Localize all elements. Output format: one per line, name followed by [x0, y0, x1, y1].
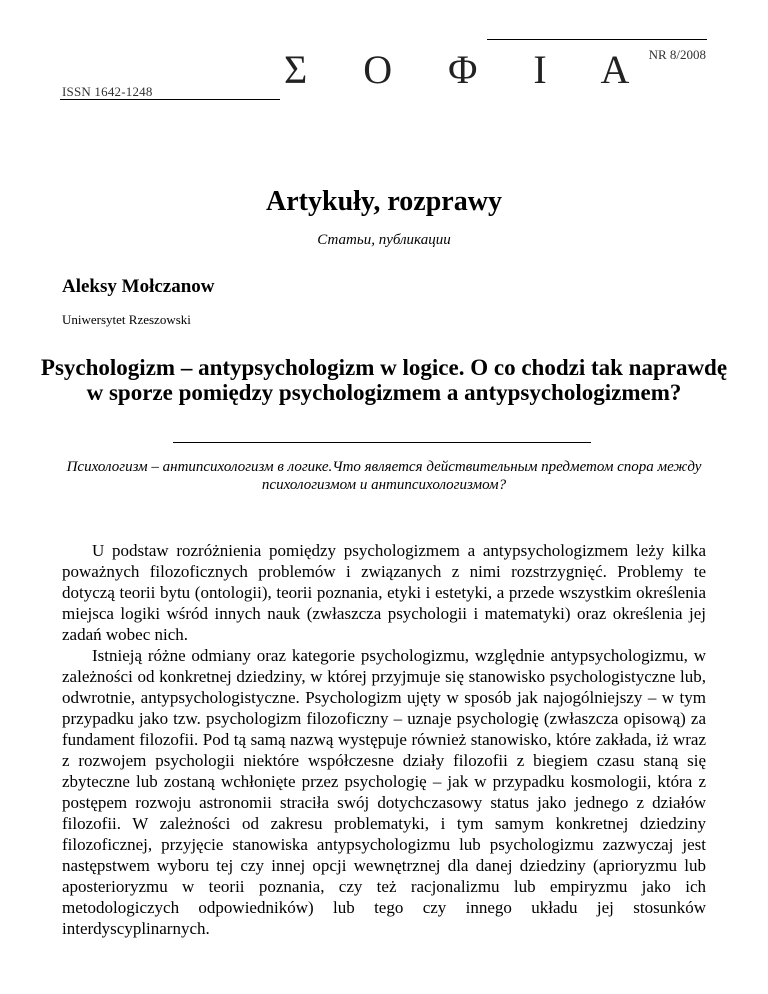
header-top-rule [487, 39, 707, 40]
issue-number: NR 8/2008 [648, 47, 706, 62]
article-title: Psychologizm – antypsychologizm w logice. O co chodzi tak naprawdę w sporze pomiędzy psychologizmem a antypsychologizmem? [40, 355, 728, 405]
article-title-russian: Психологизм – антипсихологизм в логике.Что является действительным предметом спора между психологизмом и антипсихологизмом? [66, 459, 702, 493]
title-rule [173, 442, 591, 443]
issn-rule [60, 99, 280, 100]
author-affiliation: Uniwersytet Rzeszowski [62, 312, 191, 327]
author-name: Aleksy Mołczanow [62, 276, 215, 297]
article-body [62, 540, 706, 939]
section-subtitle: Статьи, публикации [317, 232, 451, 248]
section-title: Artykuły, rozprawy [266, 186, 502, 217]
body-paragraph-2: Istnieją różne odmiany oraz kategorie psychologizmu, względnie antypsychologizmu, w zależności od konkretnej dziedziny, w której przyjmuje się stanowisko psychologistyczne lub, odwrotnie, antypsychologistyczne. Psychologizm ujęty w sposób jak najogólniejszy – w tym przypadku jako tzw. psychologizm filozoficzny – uznaje psychologię (zwłaszcza opisową) za fundament filozofii. Pod tą samą nazwą występuje również stanowisko, które zakłada, iż wraz z rozwojem psychologii niektóre współczesne działy filozofii z biegiem czasu staną się zbyteczne lub zostaną wchłonięte przez psychologię – jak w przypadku kosmologii, która z postępem rozwoju astronomii straciła swój dotychczasowy status jako jednego z działów filozofii. W zależności od zakresu problematyki, i tym samym konkretnej dziedziny filozoficznej, przyjęcie stanowiska antypsychologizmu lub psychologizmu zazwyczaj jest następstwem wyboru tej czy innej opcji wewnętrznej dla danej dziedziny (aprioryzmu lub aposterioryzmu w teorii poznania, czy też racjonalizmu lub empiryzmu jako ich metodologiczych odpowiedników) lub tego czy innego układu jej stosunków interdyscyplinarnych. [62, 646, 706, 938]
issn-label: ISSN 1642-1248 [62, 84, 153, 99]
journal-logo: Σ Ο Φ Ι Α [284, 47, 653, 92]
body-paragraph-1: U podstaw rozróżnienia pomiędzy psychologizmem a antypsychologizmem leży kilka poważnych filozoficznych problemów i związanych z nimi rozstrzygnięć. Problemy te dotyczą teorii bytu (ontologii), teorii poznania, etyki i estetyki, a przede wszystkim określenia miejsca logiki wśród innych nauk (zwłaszcza psychologii i matematyki) oraz określenia jej zadań wobec nich. [62, 541, 706, 644]
